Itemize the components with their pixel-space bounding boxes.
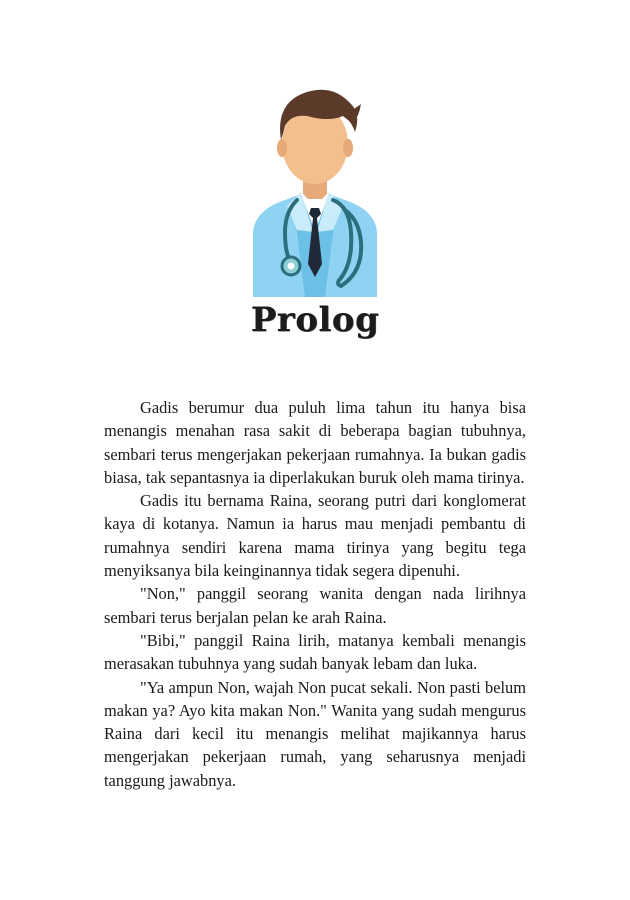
chapter-title: Prolog — [250, 300, 380, 340]
paragraph: "Ya ampun Non, wajah Non pucat sekali. Non pasti belum makan ya? Ayo kita makan Non." Wanita yang sudah mengurus Raina dari kecil itu menangis melihat majikannya harus mengerjakan pekerjaan rumah, yang seharusnya menjadi tanggung jawabnya. — [104, 677, 526, 790]
paragraph: Gadis itu bernama Raina, seorang putri dari konglomerat kaya di kotanya. Namun ia harus mau menjadi pembantu di rumahnya sendiri karena mama tirinya yang begitu tega menyiksanya bila keinginannya tidak segera dipenuhi. — [104, 491, 526, 581]
paragraph: "Non," panggil seorang wanita dengan nada lirihnya sembari terus berjalan pelan ke arah Raina. — [104, 584, 526, 627]
doctor-with-stethoscope-icon — [245, 82, 385, 297]
paragraph: "Bibi," panggil Raina lirih, matanya kembali menangis merasakan tubuhnya yang sudah banyak lebam dan luka. — [104, 630, 526, 674]
chapter-body — [104, 396, 526, 792]
paragraph: Gadis berumur dua puluh lima tahun itu hanya bisa menangis menahan rasa sakit di beberapa bagian tubuhnya, sembari terus mengerjakan pekerjaan rumahnya. Ia bukan gadis biasa, tak sepantasnya ia diperlakukan buruk oleh mama tirinya. — [104, 398, 526, 487]
